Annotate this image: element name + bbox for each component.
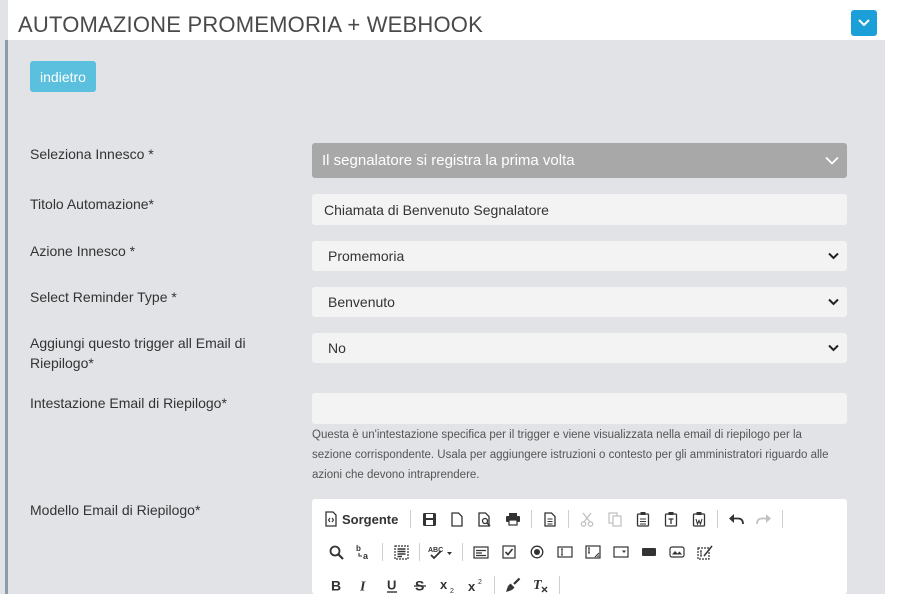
bold-icon bbox=[330, 578, 342, 592]
toolbar-separator bbox=[559, 576, 560, 594]
title-label: Titolo Automazione* bbox=[30, 196, 154, 212]
superscript-button[interactable] bbox=[464, 574, 488, 596]
copy-format-button[interactable] bbox=[501, 574, 525, 596]
save-icon bbox=[422, 512, 437, 527]
subscript-button[interactable] bbox=[436, 574, 460, 596]
undo-icon bbox=[728, 513, 744, 525]
summary-heading-help: Questa è un'intestazione specifica per il trigger e viene visualizzata nella email di riepilogo per la sezione corrispondente. Usala per aggiungere istruzioni o contesto per gli amministratori riguardo alle azioni che devono intraprendere. bbox=[312, 429, 829, 481]
strikethrough-icon bbox=[414, 578, 426, 592]
redo-icon bbox=[756, 513, 772, 525]
left-accent-line bbox=[5, 40, 8, 594]
paste-word-button[interactable] bbox=[687, 508, 711, 530]
image-button-button[interactable] bbox=[665, 541, 689, 563]
svg-text:B: B bbox=[331, 578, 342, 592]
textarea-button[interactable] bbox=[581, 541, 605, 563]
form-icon bbox=[473, 546, 489, 559]
new-page-button[interactable] bbox=[445, 508, 469, 530]
radio-icon bbox=[530, 545, 544, 559]
toolbar-separator bbox=[410, 510, 411, 528]
subscript-icon bbox=[440, 578, 456, 593]
summary-heading-input[interactable] bbox=[312, 393, 847, 424]
title-input[interactable] bbox=[312, 194, 847, 225]
action-select[interactable] bbox=[312, 241, 847, 271]
action-value: Promemoria bbox=[328, 248, 405, 264]
title-value: Chiamata di Benvenuto Segnalatore bbox=[324, 201, 549, 218]
reminder-type-label: Select Reminder Type * bbox=[30, 289, 177, 305]
undo-button[interactable] bbox=[724, 508, 748, 530]
paintbrush-icon bbox=[505, 577, 521, 593]
reminder-type-select[interactable] bbox=[312, 287, 847, 317]
svg-text:T: T bbox=[533, 578, 542, 593]
svg-text:2: 2 bbox=[478, 578, 482, 586]
chevron-down-icon bbox=[828, 345, 839, 352]
redo-button[interactable] bbox=[752, 508, 776, 530]
image-button-icon bbox=[669, 546, 685, 558]
page-title: AUTOMAZIONE PROMEMORIA + WEBHOOK bbox=[18, 12, 483, 37]
remove-format-icon bbox=[533, 577, 549, 593]
paste-button[interactable] bbox=[631, 508, 655, 530]
copy-icon bbox=[608, 512, 622, 527]
action-label: Azione Innesco * bbox=[30, 243, 136, 259]
button-field-icon bbox=[641, 547, 657, 557]
chevron-down-icon bbox=[828, 299, 839, 306]
chevron-down-icon bbox=[858, 19, 870, 27]
svg-text:U: U bbox=[387, 577, 397, 592]
svg-text:I: I bbox=[360, 579, 366, 592]
toolbar-separator bbox=[382, 543, 383, 561]
paste-icon bbox=[636, 511, 650, 527]
trigger-label: Seleziona Innesco * bbox=[30, 146, 154, 162]
rich-text-editor[interactable] bbox=[312, 499, 847, 594]
toolbar-separator bbox=[782, 510, 783, 528]
textarea-icon bbox=[585, 545, 601, 559]
bold-button[interactable] bbox=[324, 574, 348, 596]
underline-button[interactable] bbox=[380, 574, 404, 596]
save-button[interactable] bbox=[417, 508, 441, 530]
new-page-icon bbox=[451, 512, 463, 527]
source-label: Sorgente bbox=[342, 511, 399, 527]
svg-text:a: a bbox=[363, 551, 369, 560]
chevron-down-icon bbox=[825, 156, 839, 165]
spellcheck-icon bbox=[428, 545, 454, 560]
svg-text:x: x bbox=[468, 578, 476, 593]
add-summary-select[interactable] bbox=[312, 333, 847, 363]
radio-button[interactable] bbox=[525, 541, 549, 563]
find-icon bbox=[329, 545, 344, 560]
print-button[interactable] bbox=[501, 508, 525, 530]
add-summary-label-line1: Aggiungi questo trigger all Email di bbox=[30, 335, 246, 351]
button-field-button[interactable] bbox=[637, 541, 661, 563]
svg-text:x: x bbox=[440, 577, 448, 592]
checkbox-button[interactable] bbox=[497, 541, 521, 563]
cut-icon bbox=[580, 512, 594, 527]
replace-icon bbox=[356, 544, 372, 560]
toolbar-separator bbox=[419, 543, 420, 561]
paste-text-button[interactable] bbox=[659, 508, 683, 530]
checkbox-icon bbox=[502, 545, 516, 559]
hidden-field-button[interactable] bbox=[693, 541, 717, 563]
hidden-field-icon bbox=[697, 545, 713, 560]
replace-button[interactable] bbox=[352, 541, 376, 563]
select-all-button[interactable] bbox=[389, 541, 413, 563]
remove-format-button[interactable] bbox=[529, 574, 553, 596]
collapse-button[interactable] bbox=[851, 10, 877, 36]
panel-header bbox=[8, 6, 885, 40]
underline-icon bbox=[386, 578, 398, 593]
preview-icon bbox=[478, 512, 492, 527]
paste-word-icon bbox=[692, 511, 706, 527]
source-button[interactable] bbox=[324, 508, 404, 530]
toolbar-separator bbox=[568, 510, 569, 528]
templates-button[interactable] bbox=[538, 508, 562, 530]
back-button[interactable]: indietro bbox=[30, 61, 96, 92]
add-summary-label-line2: Riepilogo* bbox=[30, 355, 94, 371]
find-button[interactable] bbox=[324, 541, 348, 563]
add-summary-value: No bbox=[328, 340, 346, 356]
summary-template-label: Modello Email di Riepilogo* bbox=[30, 502, 201, 518]
select-field-button[interactable] bbox=[609, 541, 633, 563]
italic-button[interactable] bbox=[352, 574, 376, 596]
templates-icon bbox=[544, 512, 556, 527]
text-field-button[interactable] bbox=[553, 541, 577, 563]
print-icon bbox=[505, 512, 521, 526]
svg-text:b: b bbox=[356, 544, 361, 553]
paste-text-icon bbox=[664, 511, 678, 527]
editor-toolbar-row-1 bbox=[324, 508, 789, 530]
trigger-select[interactable] bbox=[312, 143, 847, 178]
select-field-icon bbox=[613, 546, 629, 558]
cut-button[interactable] bbox=[575, 508, 599, 530]
summary-heading-label: Intestazione Email di Riepilogo* bbox=[30, 395, 227, 411]
svg-text:ABC: ABC bbox=[428, 546, 444, 554]
select-all-icon bbox=[394, 545, 409, 560]
reminder-type-value: Benvenuto bbox=[328, 294, 395, 310]
text-field-icon bbox=[557, 546, 573, 558]
copy-button[interactable] bbox=[603, 508, 627, 530]
toolbar-separator bbox=[717, 510, 718, 528]
strikethrough-button[interactable] bbox=[408, 574, 432, 596]
spellcheck-button[interactable] bbox=[426, 541, 456, 563]
trigger-value: Il segnalatore si registra la prima volta bbox=[322, 152, 575, 169]
editor-toolbar-row-3 bbox=[324, 574, 566, 596]
svg-text:2: 2 bbox=[450, 587, 454, 593]
add-summary-label bbox=[30, 333, 246, 373]
toolbar-separator bbox=[462, 543, 463, 561]
preview-button[interactable] bbox=[473, 508, 497, 530]
editor-toolbar-row-2 bbox=[324, 541, 721, 563]
form-button[interactable] bbox=[469, 541, 493, 563]
superscript-icon bbox=[468, 578, 484, 593]
svg-text:S: S bbox=[415, 578, 425, 592]
toolbar-separator bbox=[531, 510, 532, 528]
italic-icon bbox=[358, 578, 370, 592]
source-icon bbox=[324, 511, 338, 527]
toolbar-separator bbox=[494, 576, 495, 594]
chevron-down-icon bbox=[828, 253, 839, 260]
